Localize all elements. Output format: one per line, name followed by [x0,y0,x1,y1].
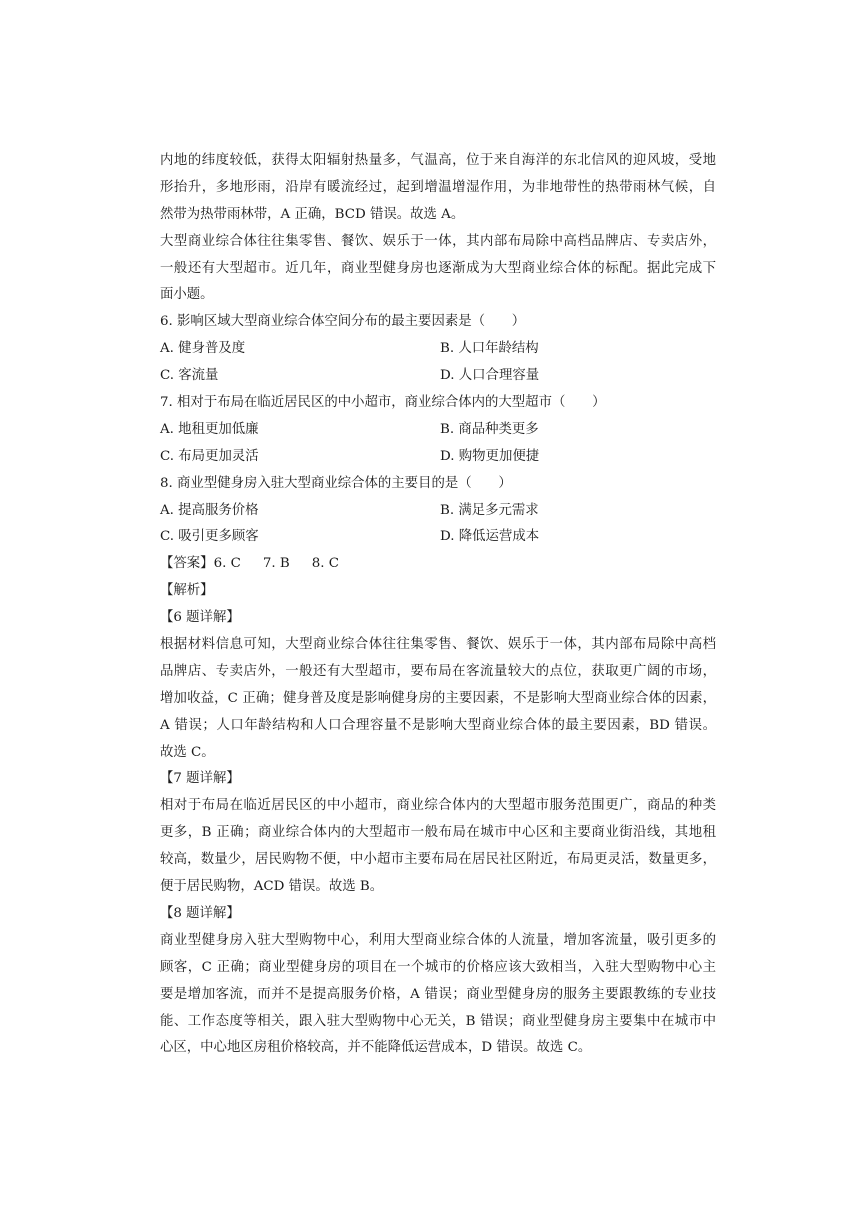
question-stem: 8. 商业型健身房入驻大型商业综合体的主要目的是（ ） [160,475,512,491]
text-line: 根据材料信息可知，大型商业综合体往往集零售、餐饮、娱乐于一体，其内部布局除中高档 [160,637,716,653]
question-stem: 6. 影响区域大型商业综合体空间分布的最主要因素是（ ） [160,314,526,330]
text-line: 心区，中心地区房租价格较高，并不能降低运营成本，D 错误。故选 C。 [160,1040,592,1056]
text-line: 面小题。 [160,287,214,303]
option-row [160,444,716,471]
answer-label: 【答案】 [160,556,214,572]
option-a: A. 地租更加低廉 [160,421,259,437]
answer-item: 6. C [213,556,241,572]
option-row [160,417,716,444]
question-8 [160,471,716,552]
option-row [160,524,716,551]
option-c: C. 布局更加灵活 [160,448,259,464]
option-b: B. 人口年龄结构 [440,341,539,357]
option-c: C. 客流量 [160,368,219,384]
text-line: 便于居民购物，ACD 错误。故选 B。 [160,879,384,895]
text-line: 形抬升，多地形雨，沿岸有暖流经过，起到增温增湿作用，为非地带性的热带雨林气候，自 [160,179,716,195]
text-line: 大型商业综合体往往集零售、餐饮、娱乐于一体，其内部布局除中高档品牌店、专卖店外， [160,233,716,249]
option-d: D. 降低运营成本 [440,529,540,545]
text-line: 增加收益，C 正确；健身普及度是影响健身房的主要因素，不是影响大型商业综合体的因素， [160,690,716,706]
detail-7 [160,766,716,900]
option-a: A. 提高服务价格 [160,502,259,518]
text-line: 顾客，C 正确；商业型健身房的项目在一个城市的价格应该大致相当，入驻大型购物中心主 [160,959,716,975]
option-b: B. 满足多元需求 [440,502,539,518]
analysis-label: 【解析】 [160,583,214,599]
detail-8 [160,901,716,1062]
answer-line [160,551,716,578]
text-line: 一般还有大型超市。近几年，商业型健身房也逐渐成为大型商业综合体的标配。据此完成下 [160,260,716,276]
text-line: 品牌店、专卖店外，一般还有大型超市，要布局在客流量较大的点位，获取更广阔的市场， [160,663,716,679]
text-line: A 错误；人口年龄结构和人口合理容量不是影响大型商业综合体的最主要因素，BD 错误。 [160,717,716,733]
detail-label: 【6 题详解】 [160,610,240,626]
question-stem: 7. 相对于布局在临近居民区的中小超市，商业综合体内的大型超市（ ） [160,395,606,411]
option-row [160,363,716,390]
text-line: 要是增加客流，而并不是提高服务价格，A 错误；商业型健身房的服务主要跟教练的专业技 [160,986,716,1002]
previous-answer-explanation [160,148,716,229]
text-line: 更多，B 正确；商业综合体内的大型超市一般布局在城市中心区和主要商业街沿线，其地租 [160,825,716,841]
question-7 [160,390,716,471]
text-line: 然带为热带雨林带，A 正确，BCD 错误。故选 A。 [160,206,465,222]
reading-material [160,229,716,310]
option-d: D. 人口合理容量 [440,368,540,384]
option-a: A. 健身普及度 [160,341,246,357]
text-line: 商业型健身房入驻大型购物中心，利用大型商业综合体的人流量，增加客流量，吸引更多的 [160,932,716,948]
detail-label: 【8 题详解】 [160,905,240,921]
text-line: 内地的纬度较低，获得太阳辐射热量多，气温高，位于来自海洋的东北信风的迎风坡，受地 [160,153,716,168]
text-line: 较高，数量少，居民购物不便，中小超市主要布局在居民社区附近，布局更灵活，数量更多， [160,852,716,868]
text-line: 故选 C。 [160,744,215,760]
question-6 [160,309,716,390]
option-b: B. 商品种类更多 [440,421,539,437]
text-line: 相对于布局在临近居民区的中小超市，商业综合体内的大型超市服务范围更广，商品的种类 [160,798,716,814]
option-c: C. 吸引更多顾客 [160,529,259,545]
answer-item: 8. C [311,556,339,572]
detail-6 [160,605,716,766]
option-d: D. 购物更加便捷 [440,448,540,464]
answer-item: 7. B [262,556,290,572]
option-row [160,336,716,363]
detail-label: 【7 题详解】 [160,771,240,787]
option-row [160,498,716,525]
document-page [160,148,716,1062]
text-line: 能、工作态度等相关，跟入驻大型购物中心无关，B 错误；商业型健身房主要集中在城市中 [160,1013,716,1029]
